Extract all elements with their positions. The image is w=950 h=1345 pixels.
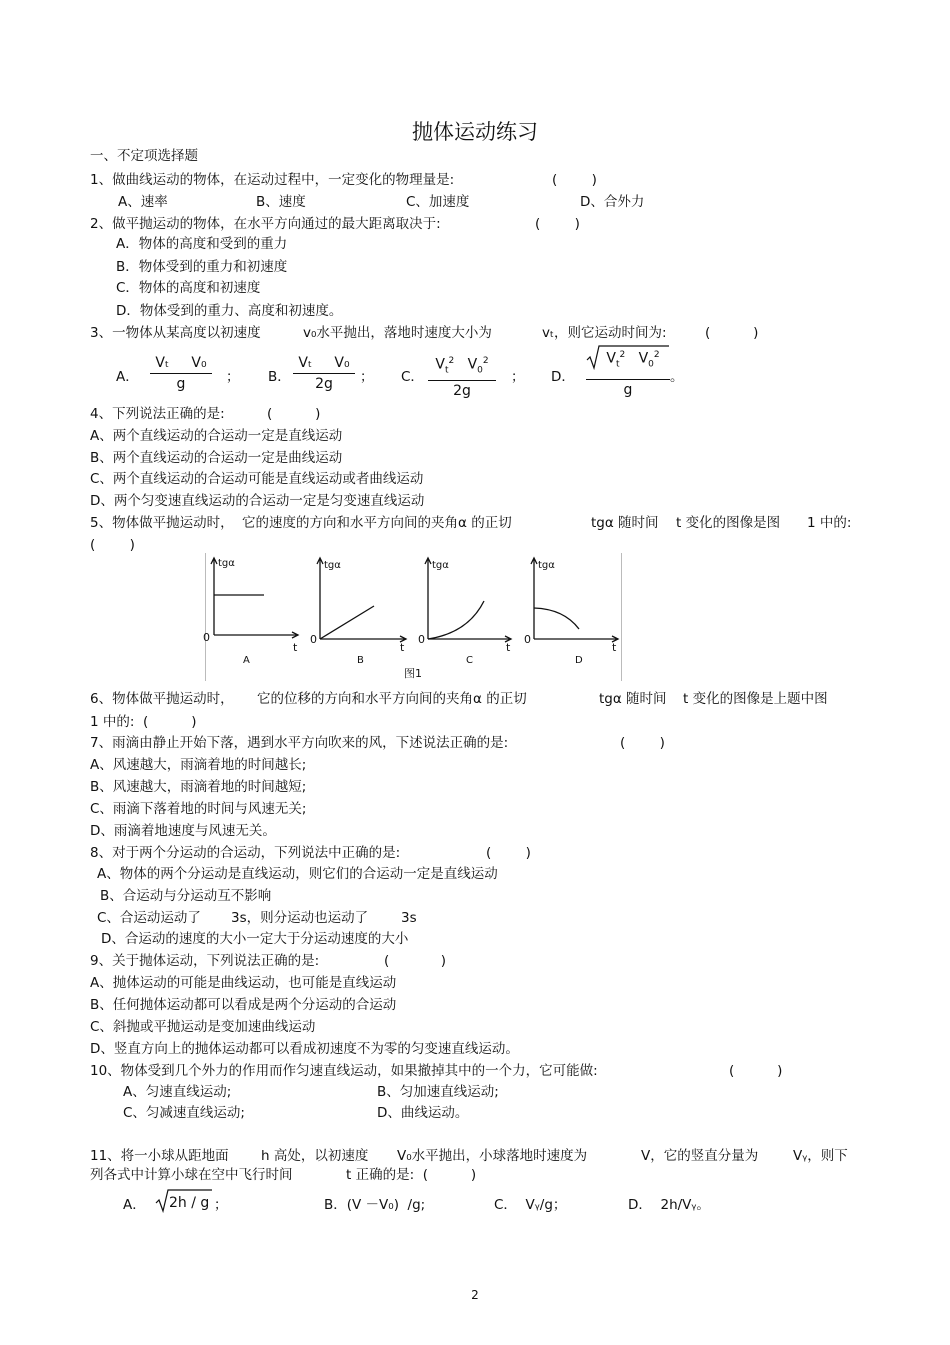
q10-option-c: C、匀减速直线运动; — [123, 1105, 245, 1121]
q2-stem: 2、做平抛运动的物体，在水平方向通过的最大距离取决于: — [90, 216, 441, 232]
q3-option-c-end: ； — [511, 369, 525, 385]
fraction-bar — [293, 373, 355, 374]
fraction-denominator: g — [623, 382, 633, 399]
q3-option-b-end: ； — [360, 369, 374, 385]
graph-d-origin: 0 — [524, 633, 531, 646]
fraction-bar — [586, 379, 670, 380]
q10-option-a: A、匀速直线运动; — [123, 1084, 232, 1100]
q3-option-d-end: 。 — [670, 369, 684, 385]
graph-d-ylabel: tgα — [538, 560, 555, 571]
q3-stem: 3、一物体从某高度以初速度 — [90, 325, 261, 341]
q11-option-d: D． 2h/Vᵧ。 — [628, 1197, 710, 1213]
q1-option-c: C、加速度 — [406, 194, 470, 210]
fraction-numerator: $V_t^2$ $V_0^2$ — [606, 350, 660, 370]
q8-option-c-part3: 3s — [401, 910, 417, 926]
q3-option-a-fraction — [150, 354, 212, 393]
graph-c-letter: C — [466, 655, 473, 666]
graph-c-t-label: t — [506, 641, 511, 654]
q3-option-a-label: A． — [116, 369, 139, 385]
q3-stem-v0: v₀水平抛出，落地时速度大小为 — [303, 325, 492, 341]
page-title: 抛体运动练习 — [412, 120, 538, 144]
graph-a-letter: A — [243, 655, 250, 666]
q5-stem-part2: 它的速度的方向和水平方向间的夹角α 的正切 — [242, 515, 512, 531]
q3-answer-paren: ( ) — [705, 325, 759, 341]
q3-option-b-fraction — [293, 354, 355, 393]
graph-a-ylabel: tgα — [218, 558, 235, 569]
q4-option-a: A、两个直线运动的合运动一定是直线运动 — [90, 428, 343, 444]
q2-option-b: B．物体受到的重力和初速度 — [116, 259, 288, 275]
graph-d-t-label: t — [612, 641, 617, 654]
q6-stem-part3: tgα 随时间 — [599, 691, 667, 707]
figure-1-graphs — [206, 553, 621, 681]
fraction-numerator: $V_t^2$ $V_0^2$ — [435, 356, 489, 376]
graph-b-letter: B — [357, 655, 364, 666]
q7-option-a: A、风速越大，雨滴着地的时间越长; — [90, 757, 307, 773]
q4-answer-paren: ( ) — [267, 406, 321, 422]
graph-c-curve — [428, 601, 484, 639]
q8-stem: 8、对于两个分运动的合运动，下列说法中正确的是: — [90, 845, 401, 861]
q2-option-a: A．物体的高度和受到的重力 — [116, 236, 288, 252]
q4-stem: 4、下列说法正确的是: — [90, 406, 225, 422]
q3-option-b-label: B． — [268, 369, 291, 385]
q10-answer-paren: ( ) — [729, 1063, 783, 1079]
q9-option-d: D、竖直方向上的抛体运动都可以看成初速度不为零的匀变速直线运动。 — [90, 1041, 519, 1057]
q9-option-b: B、任何抛体运动都可以看成是两个分运动的合运动 — [90, 997, 397, 1013]
section-heading: 一、不定项选择题 — [90, 148, 198, 164]
graph-c-ylabel: tgα — [432, 560, 449, 571]
q3-option-c-fraction — [428, 352, 496, 400]
q5-answer-paren: ( ) — [90, 537, 135, 553]
q8-option-b: B、合运动与分运动互不影响 — [100, 888, 272, 904]
q6-stem-part4: t 变化的图像是上题中图 — [683, 691, 828, 707]
fraction-bar — [150, 373, 212, 374]
graph-a-origin: 0 — [203, 631, 210, 644]
q10-option-d: D、曲线运动。 — [377, 1105, 469, 1121]
graph-b-ylabel: tgα — [324, 560, 341, 571]
q10-option-b: B、匀加速直线运动; — [377, 1084, 499, 1100]
q11-stem-part2: h 高处，以初速度 — [261, 1148, 369, 1164]
graph-b-curve — [320, 606, 374, 639]
q5-stem-part1: 5、物体做平抛运动时， — [90, 515, 234, 531]
q5-stem-part5: 1 中的: — [807, 515, 852, 531]
q11-option-a-label: A． — [123, 1197, 146, 1213]
q11-stem-part3: V₀水平抛出，小球落地时速度为 — [397, 1148, 588, 1164]
q5-stem-part4: t 变化的图像是图 — [676, 515, 781, 531]
fraction-numerator: Vₜ V₀ — [155, 355, 207, 371]
fraction-denominator: 2g — [315, 376, 333, 392]
q11-option-a-end: ； — [214, 1197, 228, 1213]
q9-option-a: A、抛体运动的可能是曲线运动，也可能是直线运动 — [90, 975, 397, 991]
q3-option-d-fraction — [586, 346, 670, 399]
q7-option-b: B、风速越大，雨滴着地的时间越短; — [90, 779, 307, 795]
q1-option-a: A、速率 — [118, 194, 168, 210]
graph-a-t-label: t — [293, 641, 298, 654]
q11-stem-line2-part1: 列各式中计算小球在空中飞行时间 — [90, 1167, 293, 1183]
q8-option-c-part1: C、合运动运动了 — [97, 910, 201, 926]
q2-option-c: C．物体的高度和初速度 — [116, 280, 261, 296]
q8-option-a: A、物体的两个分运动是直线运动，则它们的合运动一定是直线运动 — [97, 866, 498, 882]
q3-option-a-end: ； — [226, 369, 240, 385]
q2-answer-paren: ( ) — [535, 216, 580, 232]
q7-option-d: D、雨滴着地速度与风速无关。 — [90, 823, 276, 839]
q11-option-c: C． Vᵧ/g； — [494, 1197, 567, 1213]
q4-option-d: D、两个匀变速直线运动的合运动一定是匀变速直线运动 — [90, 493, 425, 509]
q7-option-c: C、雨滴下落着地的时间与风速无关; — [90, 801, 307, 817]
q8-option-d: D、合运动的速度的大小一定大于分运动速度的大小 — [101, 931, 409, 947]
q9-stem: 9、关于抛体运动，下列说法正确的是: — [90, 953, 320, 969]
graph-c-origin: 0 — [418, 633, 425, 646]
q11-option-b: B．(V －V₀) /g; — [324, 1197, 426, 1213]
q9-option-c: C、斜抛或平抛运动是变加速曲线运动 — [90, 1019, 316, 1035]
fraction-denominator: 2g — [453, 383, 471, 400]
fraction-bar — [428, 380, 496, 381]
q4-option-b: B、两个直线运动的合运动一定是曲线运动 — [90, 450, 343, 466]
q8-answer-paren: ( ) — [486, 845, 531, 861]
page-number: 2 — [471, 1288, 479, 1302]
figure-1 — [205, 553, 622, 681]
q10-stem: 10、物体受到几个外力的作用而作匀速直线运动，如果撤掉其中的一个力，它可能做: — [90, 1063, 598, 1079]
q1-option-d: D、合外力 — [580, 194, 645, 210]
q11-stem-part5: Vᵧ，则下 — [793, 1148, 848, 1164]
q3-option-d-label: D． — [551, 369, 575, 385]
q11-option-a-expression: 2h / g — [169, 1195, 210, 1211]
q3-option-c-label: C． — [401, 369, 424, 385]
q7-stem: 7、雨滴由静止开始下落，遇到水平方向吹来的风，下述说法正确的是: — [90, 735, 509, 751]
q8-option-c-part2: 3s，则分运动也运动了 — [231, 910, 369, 926]
q6-stem-part1: 6、物体做平抛运动时， — [90, 691, 234, 707]
q9-answer-paren: ( ) — [384, 953, 447, 969]
q6-stem-part2: 它的位移的方向和水平方向间的夹角α 的正切 — [257, 691, 527, 707]
figure-caption: 图1 — [404, 667, 422, 680]
q11-stem-part1: 11、将一小球从距地面 — [90, 1148, 229, 1164]
fraction-denominator: g — [176, 376, 186, 392]
q1-answer-paren: ( ) — [552, 172, 597, 188]
q3-stem-vt: vₜ，则它运动时间为: — [542, 325, 667, 341]
graph-d-letter: D — [575, 655, 583, 666]
q11-stem-part4: V，它的竖直分量为 — [641, 1148, 759, 1164]
q7-answer-paren: ( ) — [620, 735, 665, 751]
q5-stem-part3: tgα 随时间 — [591, 515, 659, 531]
q1-stem: 1、做曲线运动的物体，在运动过程中，一定变化的物理量是: — [90, 172, 455, 188]
q11-stem-line2-part2: t 正确的是: ( ) — [346, 1167, 477, 1183]
q4-option-c: C、两个直线运动的合运动可能是直线运动或者曲线运动 — [90, 471, 424, 487]
graph-b-origin: 0 — [310, 633, 317, 646]
graph-d-curve — [534, 608, 579, 629]
q6-stem-line2: 1 中的: ( ) — [90, 714, 197, 730]
fraction-numerator: Vₜ V₀ — [298, 355, 350, 371]
q1-option-b: B、速度 — [256, 194, 306, 210]
graph-b-t-label: t — [400, 641, 405, 654]
q2-option-d: D．物体受到的重力、高度和初速度。 — [116, 303, 343, 319]
